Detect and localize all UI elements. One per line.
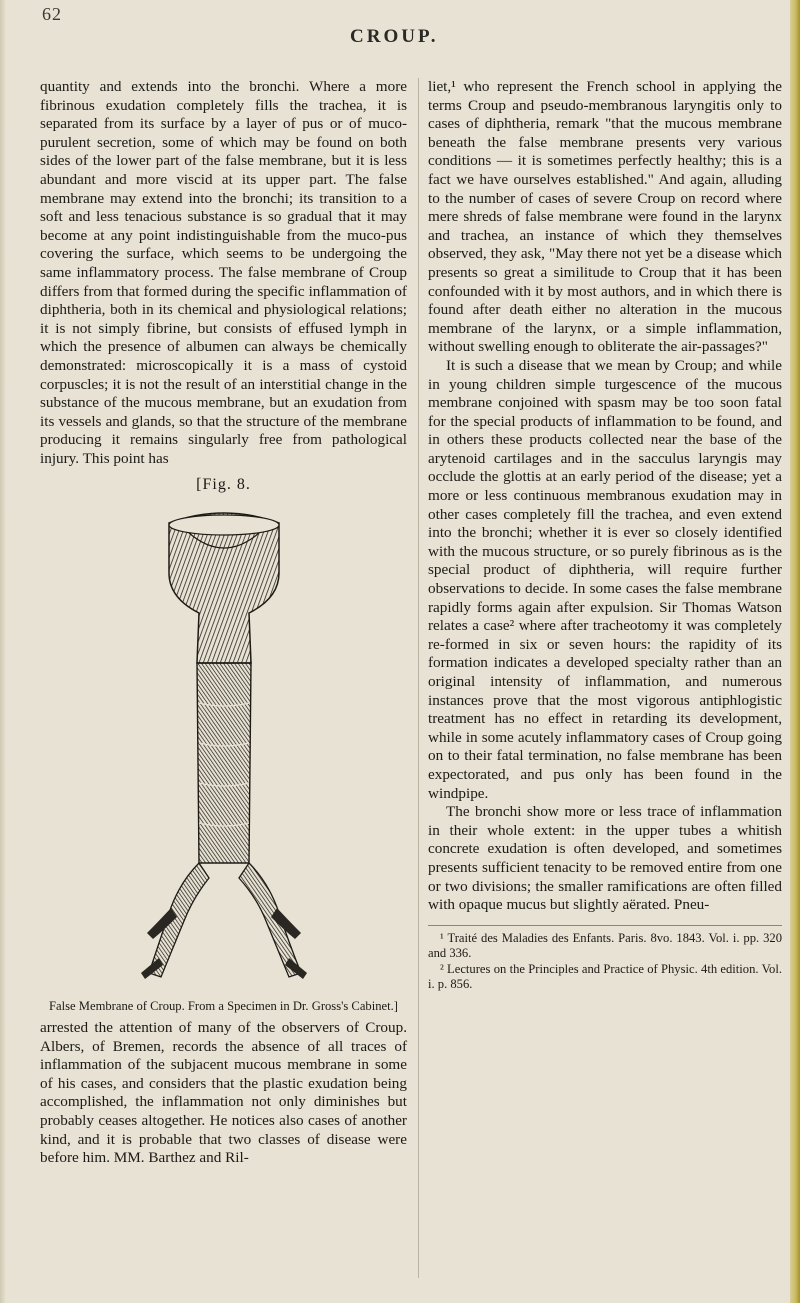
page-number: 62 [42,4,62,24]
false-membrane-illustration [129,503,319,993]
footnote-1: ¹ Traité des Maladies des Enfants. Paris. 8vo. 1843. Vol. i. pp. 320 and 336. [428,930,782,960]
right-paragraph-2: It is such a disease that we mean by Croup; and while in young children simple turgescence of the mucous membrane conjoined with spasm may be too soon fatal for the special products of inflammation to be found, and in others these products collected near the base of the arytenoid cartilages and in the sacculus laryngis may occlude the glottis at an early period of the disease; yet a more or less continuous membranous exudation may in other cases completely fill the trachea, and even extend into the bronchi; whether it is ever so closely identified with the mucous structure, or so purely fibrinous as is the special product of diphtheria, will require further observations to decide. In some cases the false membrane rapidly forms again after expulsion. Sir Thomas Watson relates a case² where after tracheotomy it was completely re-formed in six or seven hours: the rapidity of its formation indicates a developed specialty rather than an original intensity of inflammation, and numerous instances prove that the most vigorous antiphlogistic treatment has no effect in retarding its development, while in some acutely inflammatory cases of Croup going on to their fatal termination, no false membrane has been expectorated, and pus only has been found in the windpipe. [428,356,782,802]
right-paragraph-3: The bronchi show more or less trace of inflammation in their whole extent: in the upper tubes a whitish concrete exudation is often developed, and sometimes presents sufficient tenacity to be removed entire from one or two divisions; the smaller ramifications are often filled with opaque mucus but slightly aërated. Pneu- [428,803,782,914]
right-paragraph-1: liet,¹ who represent the French school in applying the terms Croup and pseudo-membranous laryngitis only to cases of diphtheria, remark "that the mucous membrane beneath the false membrane presents very various conditions — it is sometimes perfectly healthy; this is a fact we have ourselves established." And again, alluding to the number of cases of severe Croup on record where mere shreds of false membrane were found in the larynx and trachea, an instance of which they themselves observed, they ask, "May there not yet be a disease which presents so great a similitude to Croup that it has been confounded with it by most authors, and in which there is found after death either no alteration in the mucous membrane of the larynx, or a simple inflammation, without swelling enough to obliterate the air-passages?" [428,78,782,356]
right-column [428,78,782,993]
page-header [0,0,800,60]
page-right-edge [790,0,800,1303]
figure-label: [Fig. 8. [196,476,251,494]
left-paragraph-1: quantity and extends into the bronchi. Where a more fibrinous exudation completely fills the trachea, it is separated from its surface by a layer of pus or of muco-purulent secretion, some of which may be found on both sides of the lower part of the false membrane, but it is less abundant and more viscid at its upper part. The false membrane may extend into the bronchi; its transition to a soft and less tenacious substance is so gradual that it may become at any point indistinguishable from the muco-pus covering the surface, which seems to be undergoing the same inflammatory process. The false membrane of Croup differs from that formed during the specific inflammation of diphtheria, both in its chemical and physiological relations; it is not simply fibrine, but consists of effused lymph in which the presence of albumen can always be chemically demonstrated: microscopically it is a mass of cystoid corpuscles; it is not the result of an interstitial change in the substance of the mucous membrane, but an exudation from its vessels and glands, so that the structure of the membrane producing it remains singularly free from pathological injury. This point has [40,78,407,467]
figure-caption: False Membrane of Croup. From a Specimen in Dr. Gross's Cabinet.] [49,999,398,1014]
left-paragraph-2: arrested the attention of many of the observers of Croup. Albers, of Bremen, records the absence of all traces of inflammation of the subjacent mucous membrane in some of his cases, and considers that the plastic exudation being accomplished, the inflammation not only diminishes but probably ceases altogether. He notices also cases of another kind, and it is probable that two classes of disease were before him. MM. Barthez and Ril- [40,1019,407,1167]
column-divider [418,78,419,1278]
left-column [40,78,407,1168]
page-left-edge [0,0,6,1303]
running-title: CROUP. [350,26,439,47]
footnote-2: ² Lectures on the Principles and Practice of Physic. 4th edition. Vol. i. p. 856. [428,961,782,991]
figure-8 [40,476,407,1013]
footnotes [428,925,782,992]
